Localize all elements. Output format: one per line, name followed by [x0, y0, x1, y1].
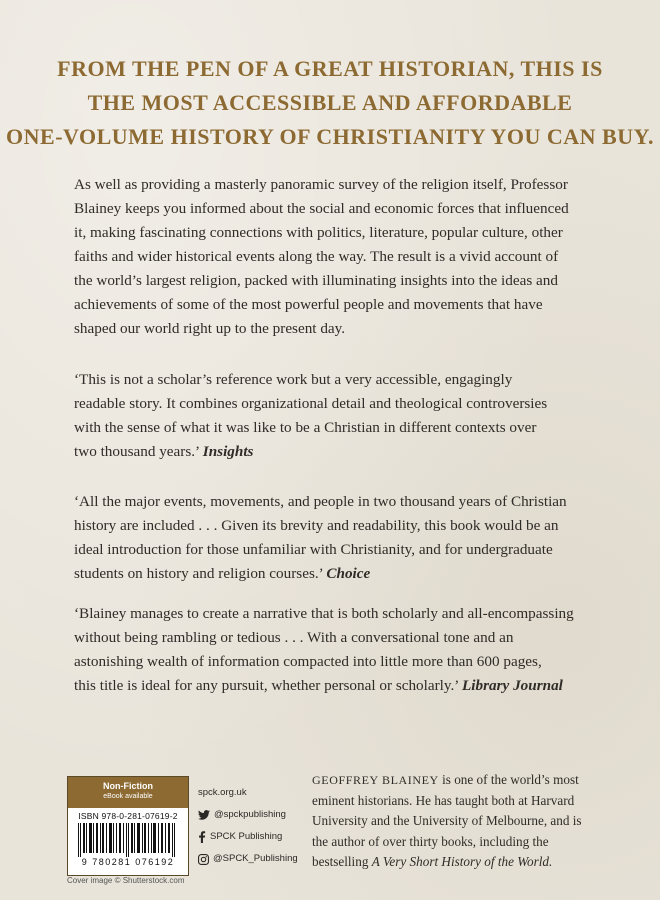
quote-line: ideal introduction for those unfamiliar with Christianity, and for undergraduate [74, 541, 553, 558]
headline [0, 52, 660, 154]
quote-line: ‘This is not a scholar’s reference work but a very accessible, engagingly [74, 371, 513, 388]
headline-line: ONE-VOLUME HISTORY OF CHRISTIANITY YOU CAN BUY. [6, 124, 654, 149]
quote-line: readable story. It combines organizational detail and theological controversies [74, 395, 548, 412]
quote-line: without being rambling or tedious . . . With a conversational tone and an [74, 629, 514, 646]
quote-source: Choice [326, 565, 371, 582]
category-label: Non-Fiction [103, 781, 153, 791]
quote-line: ‘All the major events, movements, and people in two thousand years of Christian [74, 493, 567, 510]
facebook-icon [198, 831, 206, 843]
isbn-number: ISBN 978-0-281-07619-2 [78, 811, 178, 821]
review-quote-choice [74, 490, 594, 586]
bio-line: is one of the world’s most [438, 772, 579, 787]
paragraph-line: Blainey keeps you informed about the social and economic forces that influenced [74, 200, 569, 217]
instagram-handle: @SPCK_Publishing [213, 853, 298, 864]
twitter-link[interactable] [198, 804, 308, 826]
quote-line: two thousand years.’ [74, 443, 199, 460]
review-quote-insights [74, 368, 594, 464]
paragraph-line: faiths and wider historical events along the way. The result is a vivid account of [74, 248, 559, 265]
paragraph-line: shaped our world right up to the present day. [74, 320, 346, 337]
quote-line: with the sense of what it was like to be a Christian in different contexts over [74, 419, 537, 436]
headline-line: THE MOST ACCESSIBLE AND AFFORDABLE [87, 90, 573, 115]
quote-source: Insights [202, 443, 254, 460]
image-credit: Cover image © Shutterstock.com [67, 876, 185, 885]
twitter-icon [198, 810, 210, 820]
barcode-icon [76, 823, 180, 857]
facebook-link[interactable] [198, 826, 308, 848]
website-link[interactable] [198, 782, 308, 804]
quote-line: history are included . . . Given its brevity and readability, this book would be an [74, 517, 559, 534]
bio-line: University and the University of Melbourne, and is [312, 813, 582, 828]
paragraph-line: achievements of some of the most powerful people and movements that have [74, 296, 543, 313]
publisher-links [198, 782, 308, 870]
isbn-barcode-box [67, 776, 189, 876]
book-title: A Very Short History of the World. [371, 854, 553, 869]
review-quote-library-journal [74, 602, 594, 698]
twitter-handle: @spckpublishing [214, 809, 286, 820]
description-paragraph [74, 173, 594, 341]
headline-line: FROM THE PEN OF A GREAT HISTORIAN, THIS IS [57, 56, 603, 81]
bio-line: eminent historians. He has taught both at Harvard [312, 792, 575, 808]
author-bio [312, 770, 612, 873]
ebook-label: eBook available [103, 793, 153, 800]
category-label-box [68, 777, 188, 808]
quote-line: this title is ideal for any pursuit, whether personal or scholarly.’ [74, 677, 459, 694]
quote-line: students on history and religion courses.’ [74, 565, 323, 582]
bio-line: bestselling [312, 854, 372, 869]
barcode-digits: 9 780281 076192 [81, 857, 175, 867]
paragraph-line: the world’s largest religion, packed with illuminating insights into the ideas and [74, 272, 558, 289]
facebook-name: SPCK Publishing [210, 831, 283, 842]
quote-line: ‘Blainey manages to create a narrative that is both scholarly and all-encompassing [74, 605, 574, 622]
quote-source: Library Journal [462, 677, 563, 694]
instagram-icon [198, 854, 209, 865]
instagram-link[interactable] [198, 848, 308, 870]
paragraph-line: it, making fascinating connections with politics, literature, popular culture, other [74, 224, 563, 241]
website-label: spck.org.uk [198, 787, 247, 798]
paragraph-line: As well as providing a masterly panoramic survey of the religion itself, Professor [74, 176, 568, 193]
author-name: GEOFFREY BLAINEY [312, 773, 439, 787]
bio-line: the author of over thirty books, including the [312, 833, 549, 849]
quote-line: astonishing wealth of information compacted into little more than 600 pages, [74, 653, 542, 670]
